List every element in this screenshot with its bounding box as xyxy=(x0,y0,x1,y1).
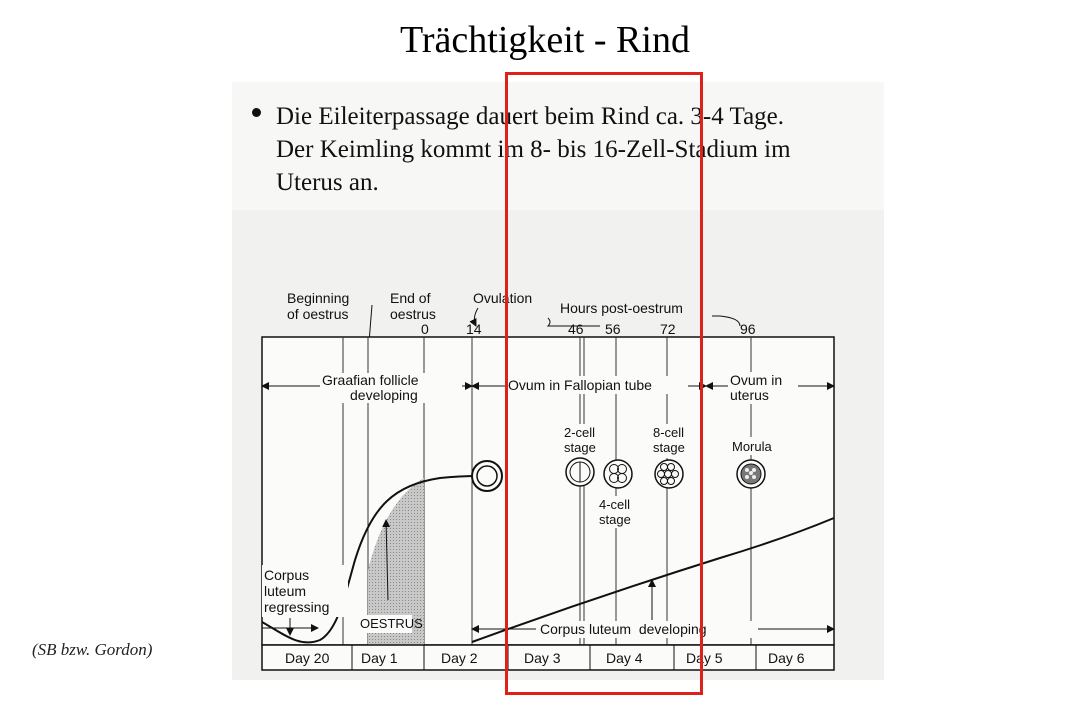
morula-embryo-icon xyxy=(737,460,765,488)
end-oestrus-label-1: End of xyxy=(390,290,431,306)
two-cell-label-1: 2-cell xyxy=(564,425,596,440)
regressing-label-3: regressing xyxy=(264,599,330,615)
day-label-2: Day 2 xyxy=(441,650,478,666)
day-label-20: Day 20 xyxy=(285,650,330,666)
beginning-oestrus-label-2: of oestrus xyxy=(287,306,349,322)
four-cell-label-2: stage xyxy=(599,512,631,527)
hours-post-oestrum-label: Hours post-oestrum xyxy=(560,300,683,316)
uterus-phase-label-2: uterus xyxy=(730,387,769,403)
day-label-4: Day 4 xyxy=(606,650,643,666)
hour-mark-72: 72 xyxy=(660,321,676,337)
eight-cell-label-1: 8-cell xyxy=(653,425,685,440)
graafian-phase-label-1: Graafian follicle xyxy=(322,372,419,388)
day-label-1: Day 1 xyxy=(361,650,398,666)
end-oestrus-label-2: oestrus xyxy=(390,306,436,322)
fallopian-phase-label: Ovum in Fallopian tube xyxy=(508,377,652,393)
day-label-6: Day 6 xyxy=(768,650,805,666)
beginning-oestrus-label-1: Beginning xyxy=(287,290,350,306)
bullet-line-3: Uterus an. xyxy=(276,169,379,196)
bullet-line-2: Der Keimling kommt im 8- bis 16-Zell-Stadium im xyxy=(276,136,791,163)
highlight-box xyxy=(505,72,703,695)
ovulation-label: Ovulation xyxy=(473,290,533,306)
four-cell-label-1: 4-cell xyxy=(599,497,631,512)
hour-mark-14: 14 xyxy=(466,321,482,337)
graafian-phase-label-2: developing xyxy=(350,387,418,403)
morula-label: Morula xyxy=(732,439,772,454)
uterus-phase-label-1: Ovum in xyxy=(730,372,783,388)
source-citation: (SB bzw. Gordon) xyxy=(32,640,153,659)
corpus-developing-label: Corpus luteum developing xyxy=(540,621,707,637)
hour-mark-56: 56 xyxy=(605,321,621,337)
regressing-label-1: Corpus xyxy=(264,567,310,583)
day-label-3: Day 3 xyxy=(524,650,561,666)
regressing-label-2: luteum xyxy=(264,583,307,599)
hour-mark-0: 0 xyxy=(421,321,429,337)
day-label-5: Day 5 xyxy=(686,650,723,666)
eight-cell-label-2: stage xyxy=(653,440,685,455)
hour-mark-96: 96 xyxy=(740,321,756,337)
hour-mark-46: 46 xyxy=(568,321,584,337)
bullet-line-1: Die Eileiterpassage dauert beim Rind ca. 3-4 Tage. xyxy=(276,103,785,130)
slide-title: Trächtigkeit - Rind xyxy=(400,19,690,61)
two-cell-label-2: stage xyxy=(564,440,596,455)
oestrus-label: OESTRUS xyxy=(360,616,423,631)
